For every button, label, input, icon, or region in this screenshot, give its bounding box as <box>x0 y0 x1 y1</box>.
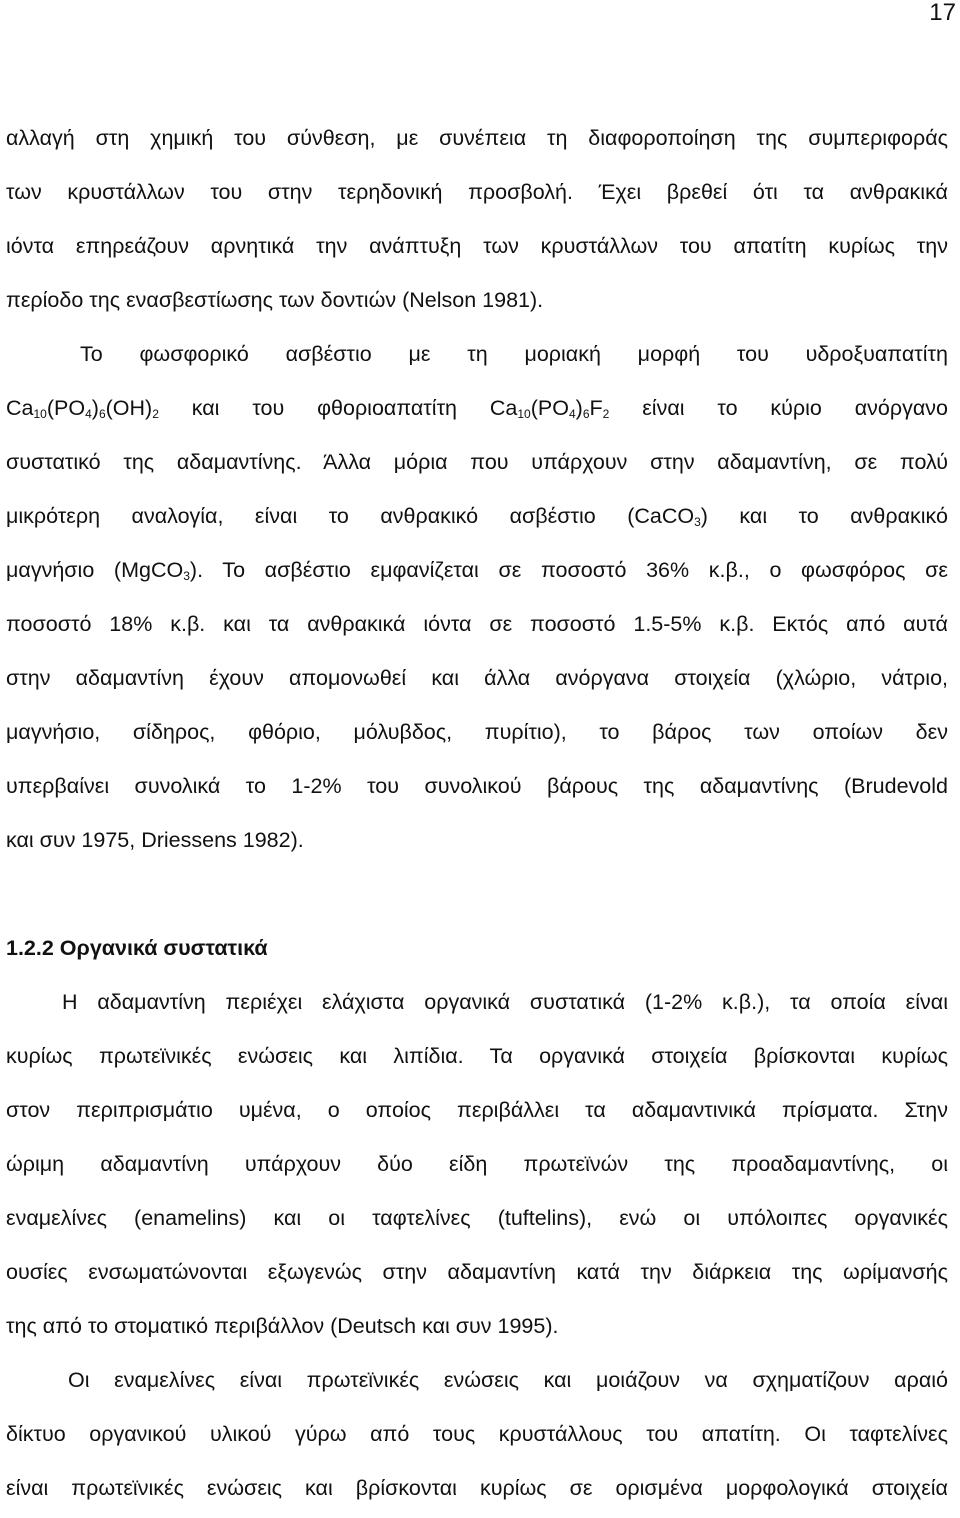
text-line: είναι πρωτεϊνικές ενώσεις και βρίσκονται κυρίως σε ορισμένα μορφολογικά στοιχεία <box>6 1476 948 1500</box>
subscript: 4 <box>568 407 576 421</box>
text-span: (PO <box>530 396 569 420</box>
text-line: εναμελίνες (enamelins) και οι ταφτελίνες (tuftelins), ενώ οι υπόλοιπες οργανικές <box>6 1206 948 1230</box>
text-line: της από το στοματικό περιβάλλον (Deutsch και συν 1995). <box>6 1314 559 1338</box>
page-number: 17 <box>929 0 956 26</box>
text-line: μαγνήσιο, σίδηρος, φθόριο, μόλυβδος, πυρίτιο), το βάρος των οποίων δεν <box>6 720 948 744</box>
text-span: (OH) <box>105 396 153 420</box>
text-line: ιόντα επηρεάζουν αρνητικά την ανάπτυξη των κρυστάλλων του απατίτη κυρίως την <box>6 234 948 258</box>
text-line: Οι εναμελίνες είναι πρωτεϊνικές ενώσεις και μοιάζουν να σχηματίζουν αραιό <box>68 1368 948 1392</box>
text-line: στην αδαμαντίνη έχουν απομονωθεί και άλλα ανόργανα στοιχεία (χλώριο, νάτριο, <box>6 666 948 690</box>
text-line <box>6 502 948 530</box>
subscript: 4 <box>85 407 92 421</box>
text-span: ) <box>575 396 583 420</box>
subscript: 3 <box>183 569 190 583</box>
text-span: Ca <box>489 396 518 420</box>
text-line: κυρίως πρωτεϊνικές ενώσεις και λιπίδια. Τα οργανικά στοιχεία βρίσκονται κυρίως <box>6 1044 948 1068</box>
subscript: 2 <box>152 407 159 421</box>
text-span: ) <box>91 396 99 420</box>
subscript: 2 <box>602 407 610 421</box>
text-span: F <box>589 396 603 420</box>
text-line: Το φωσφορικό ασβέστιο με τη μοριακή μορφή του υδροξυαπατίτη <box>80 342 948 366</box>
text-span: μαγνήσιο (MgCO <box>6 558 184 582</box>
text-span: είναι το κύριο ανόργανο <box>609 396 948 420</box>
text-line <box>6 556 948 584</box>
text-span: ). Το ασβέστιο εμφανίζεται σε ποσοστό 36% κ.β., ο φωσφόρος σε <box>189 558 949 582</box>
text-line: περίοδο της ενασβεστίωσης των δοντιών (Nelson 1981). <box>6 288 544 312</box>
text-span: (PO <box>46 396 86 420</box>
subscript: 10 <box>517 407 531 421</box>
subscript: 3 <box>694 515 701 529</box>
text-line: ουσίες ενσωματώνονται εξωγενώς στην αδαμαντίνη κατά την διάρκεια της ωρίμανσής <box>6 1260 948 1284</box>
text-span: Ca <box>6 396 34 420</box>
section-heading: 1.2.2 Οργανικά συστατικά <box>6 936 268 960</box>
text-line: ποσοστό 18% κ.β. και τα ανθρακικά ιόντα σε ποσοστό 1.5-5% κ.β. Εκτός από αυτά <box>6 612 948 636</box>
text-line: Η αδαμαντίνη περιέχει ελάχιστα οργανικά συστατικά (1-2% κ.β.), τα οποία είναι <box>62 990 948 1014</box>
text-line: των κρυστάλλων του στην τερηδονική προσβολή. Έχει βρεθεί ότι τα ανθρακικά <box>6 180 948 204</box>
formula-line <box>6 394 948 422</box>
text-span: ) και το ανθρακικό <box>700 504 948 528</box>
text-line: και συν 1975, Driessens 1982). <box>6 828 304 852</box>
text-line: στον περιπρισμάτιο υμένα, ο οποίος περιβάλλει τα αδαμαντινικά πρίσματα. Στην <box>6 1098 948 1122</box>
text-span: μικρότερη αναλογία, είναι το ανθρακικό ασβέστιο (CaCO <box>6 504 695 528</box>
text-line: ώριμη αδαμαντίνη υπάρχουν δύο είδη πρωτεϊνών της προαδαμαντίνης, οι <box>6 1152 948 1176</box>
text-span: και του φθοριοαπατίτη <box>158 396 490 420</box>
text-line: υπερβαίνει συνολικά το 1-2% του συνολικού βάρους της αδαμαντίνης (Brudevold <box>6 774 948 798</box>
subscript: 6 <box>98 407 106 421</box>
text-line: συστατικό της αδαμαντίνης. Άλλα μόρια που υπάρχουν στην αδαμαντίνη, σε πολύ <box>6 450 948 474</box>
text-line: δίκτυο οργανικού υλικού γύρω από τους κρυστάλλους του απατίτη. Οι ταφτελίνες <box>6 1422 948 1446</box>
text-line: αλλαγή στη χημική του σύνθεση, με συνέπεια τη διαφοροποίηση της συμπεριφοράς <box>6 126 948 150</box>
subscript: 6 <box>582 407 590 421</box>
subscript: 10 <box>33 407 47 421</box>
